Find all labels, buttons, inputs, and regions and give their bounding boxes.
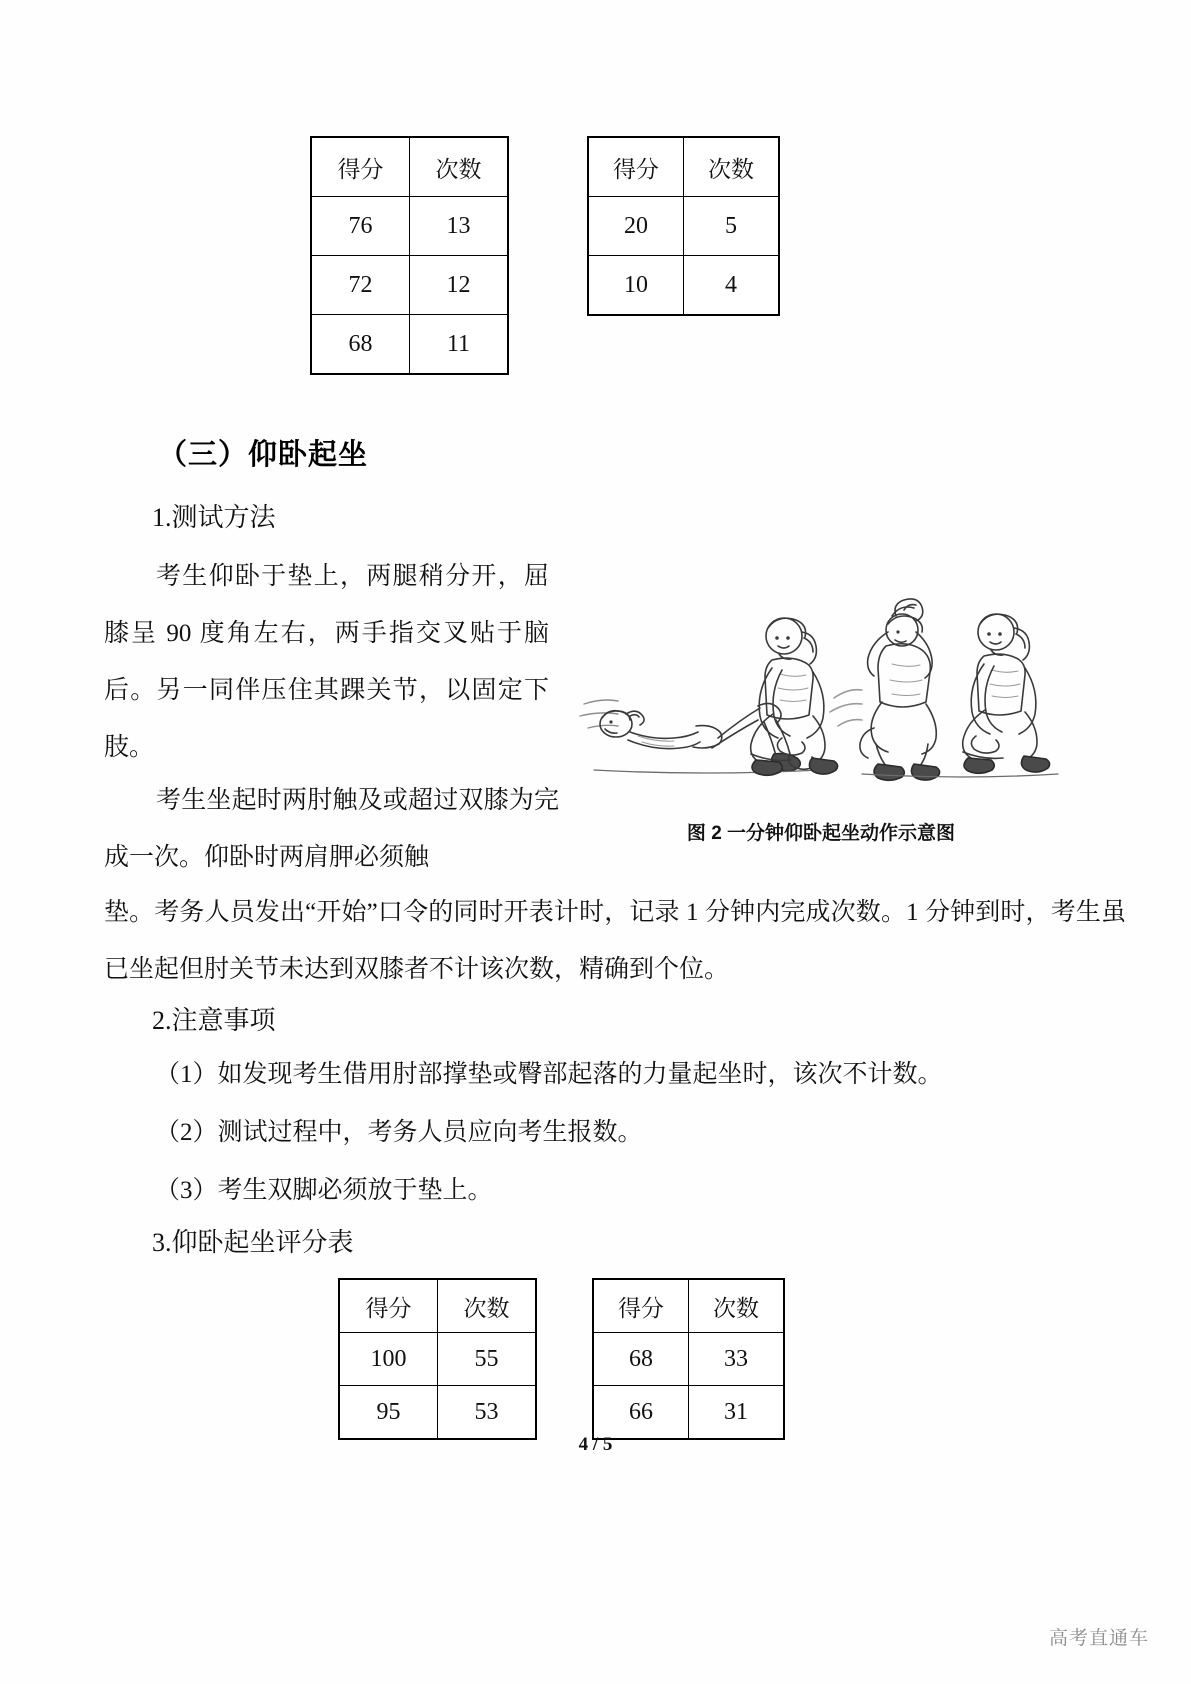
column-header-count: 次数 [684,137,780,197]
bottom-score-tables-row [0,1278,1191,1440]
table-row [588,256,779,316]
paragraph-counting-rule-part2: 垫。考务人员发出“开始”口令的同时开表计时，记录 1 分钟内完成次数。1 分钟到时，考生虽已坐起但肘关节未达到双膝者不计该次数，精确到个位。 [104,899,1126,983]
column-header-score: 得分 [339,1279,438,1333]
cell-score: 100 [339,1333,438,1386]
table-row [311,256,508,315]
cell-count: 13 [410,197,509,256]
cell-count: 4 [684,256,780,316]
table-row [588,197,779,256]
cell-count: 31 [689,1386,785,1440]
table-row [311,315,508,375]
top-right-table-container [587,136,780,375]
cell-count: 5 [684,197,780,256]
sub-heading-notes: 2.注意事项 [152,1006,276,1035]
sit-up-illustration-icon [576,588,1066,800]
paragraph-counting-rule-part1: 考生坐起时两肘触及或超过双膝为完成一次。仰卧时两肩胛必须触 [104,787,559,871]
list-item: （1）如发现考生借用肘部撑垫或臀部起落的力量起坐时，该次不计数。 [155,1061,943,1088]
table-row [339,1386,536,1440]
cell-score: 68 [593,1333,689,1386]
cell-score: 10 [588,256,684,316]
table-row [339,1333,536,1386]
cell-score: 95 [339,1386,438,1440]
bottom-left-score-table [338,1278,537,1440]
sub-heading-test-method: 1.测试方法 [152,503,276,532]
table-row [593,1386,784,1440]
table-row [339,1279,536,1333]
cell-score: 20 [588,197,684,256]
list-item: （3）考生双脚必须放于垫上。 [155,1177,493,1204]
column-header-count: 次数 [689,1279,785,1333]
cell-count: 12 [410,256,509,315]
bottom-left-table-container [338,1278,537,1440]
cell-score: 68 [311,315,410,375]
cell-count: 33 [689,1333,785,1386]
bottom-right-table-container [592,1278,785,1440]
bottom-right-score-table [592,1278,785,1440]
table-row [588,137,779,197]
column-header-count: 次数 [410,137,509,197]
page-number: 4 / 5 [578,1434,613,1455]
top-left-score-table [310,136,509,375]
figure-caption: 图 2 一分钟仰卧起坐动作示意图 [686,823,956,844]
list-item: （2）测试过程中，考务人员应向考生报数。 [155,1119,643,1146]
sub-heading-score-table: 3.仰卧起坐评分表 [152,1228,354,1257]
table-row [311,137,508,197]
column-header-count: 次数 [438,1279,537,1333]
section-heading: （三）仰卧起坐 [158,439,369,471]
top-right-score-table [587,136,780,316]
column-header-score: 得分 [311,137,410,197]
top-left-table-container [310,136,509,375]
watermark: 高考直通车 [1048,1628,1149,1649]
column-header-score: 得分 [588,137,684,197]
column-header-score: 得分 [593,1279,689,1333]
cell-score: 76 [311,197,410,256]
table-row [311,197,508,256]
table-row [593,1279,784,1333]
cell-count: 55 [438,1333,537,1386]
cell-score: 66 [593,1386,689,1440]
top-score-tables-row [0,136,1191,375]
paragraph-test-method: 考生仰卧于垫上，两腿稍分开，屈膝呈 90 度角左右，两手指交叉贴于脑后。另一同伴压住其踝关节，以固定下肢。 [104,563,549,761]
cell-score: 72 [311,256,410,315]
cell-count: 53 [438,1386,537,1440]
cell-count: 11 [410,315,509,375]
table-row [593,1333,784,1386]
